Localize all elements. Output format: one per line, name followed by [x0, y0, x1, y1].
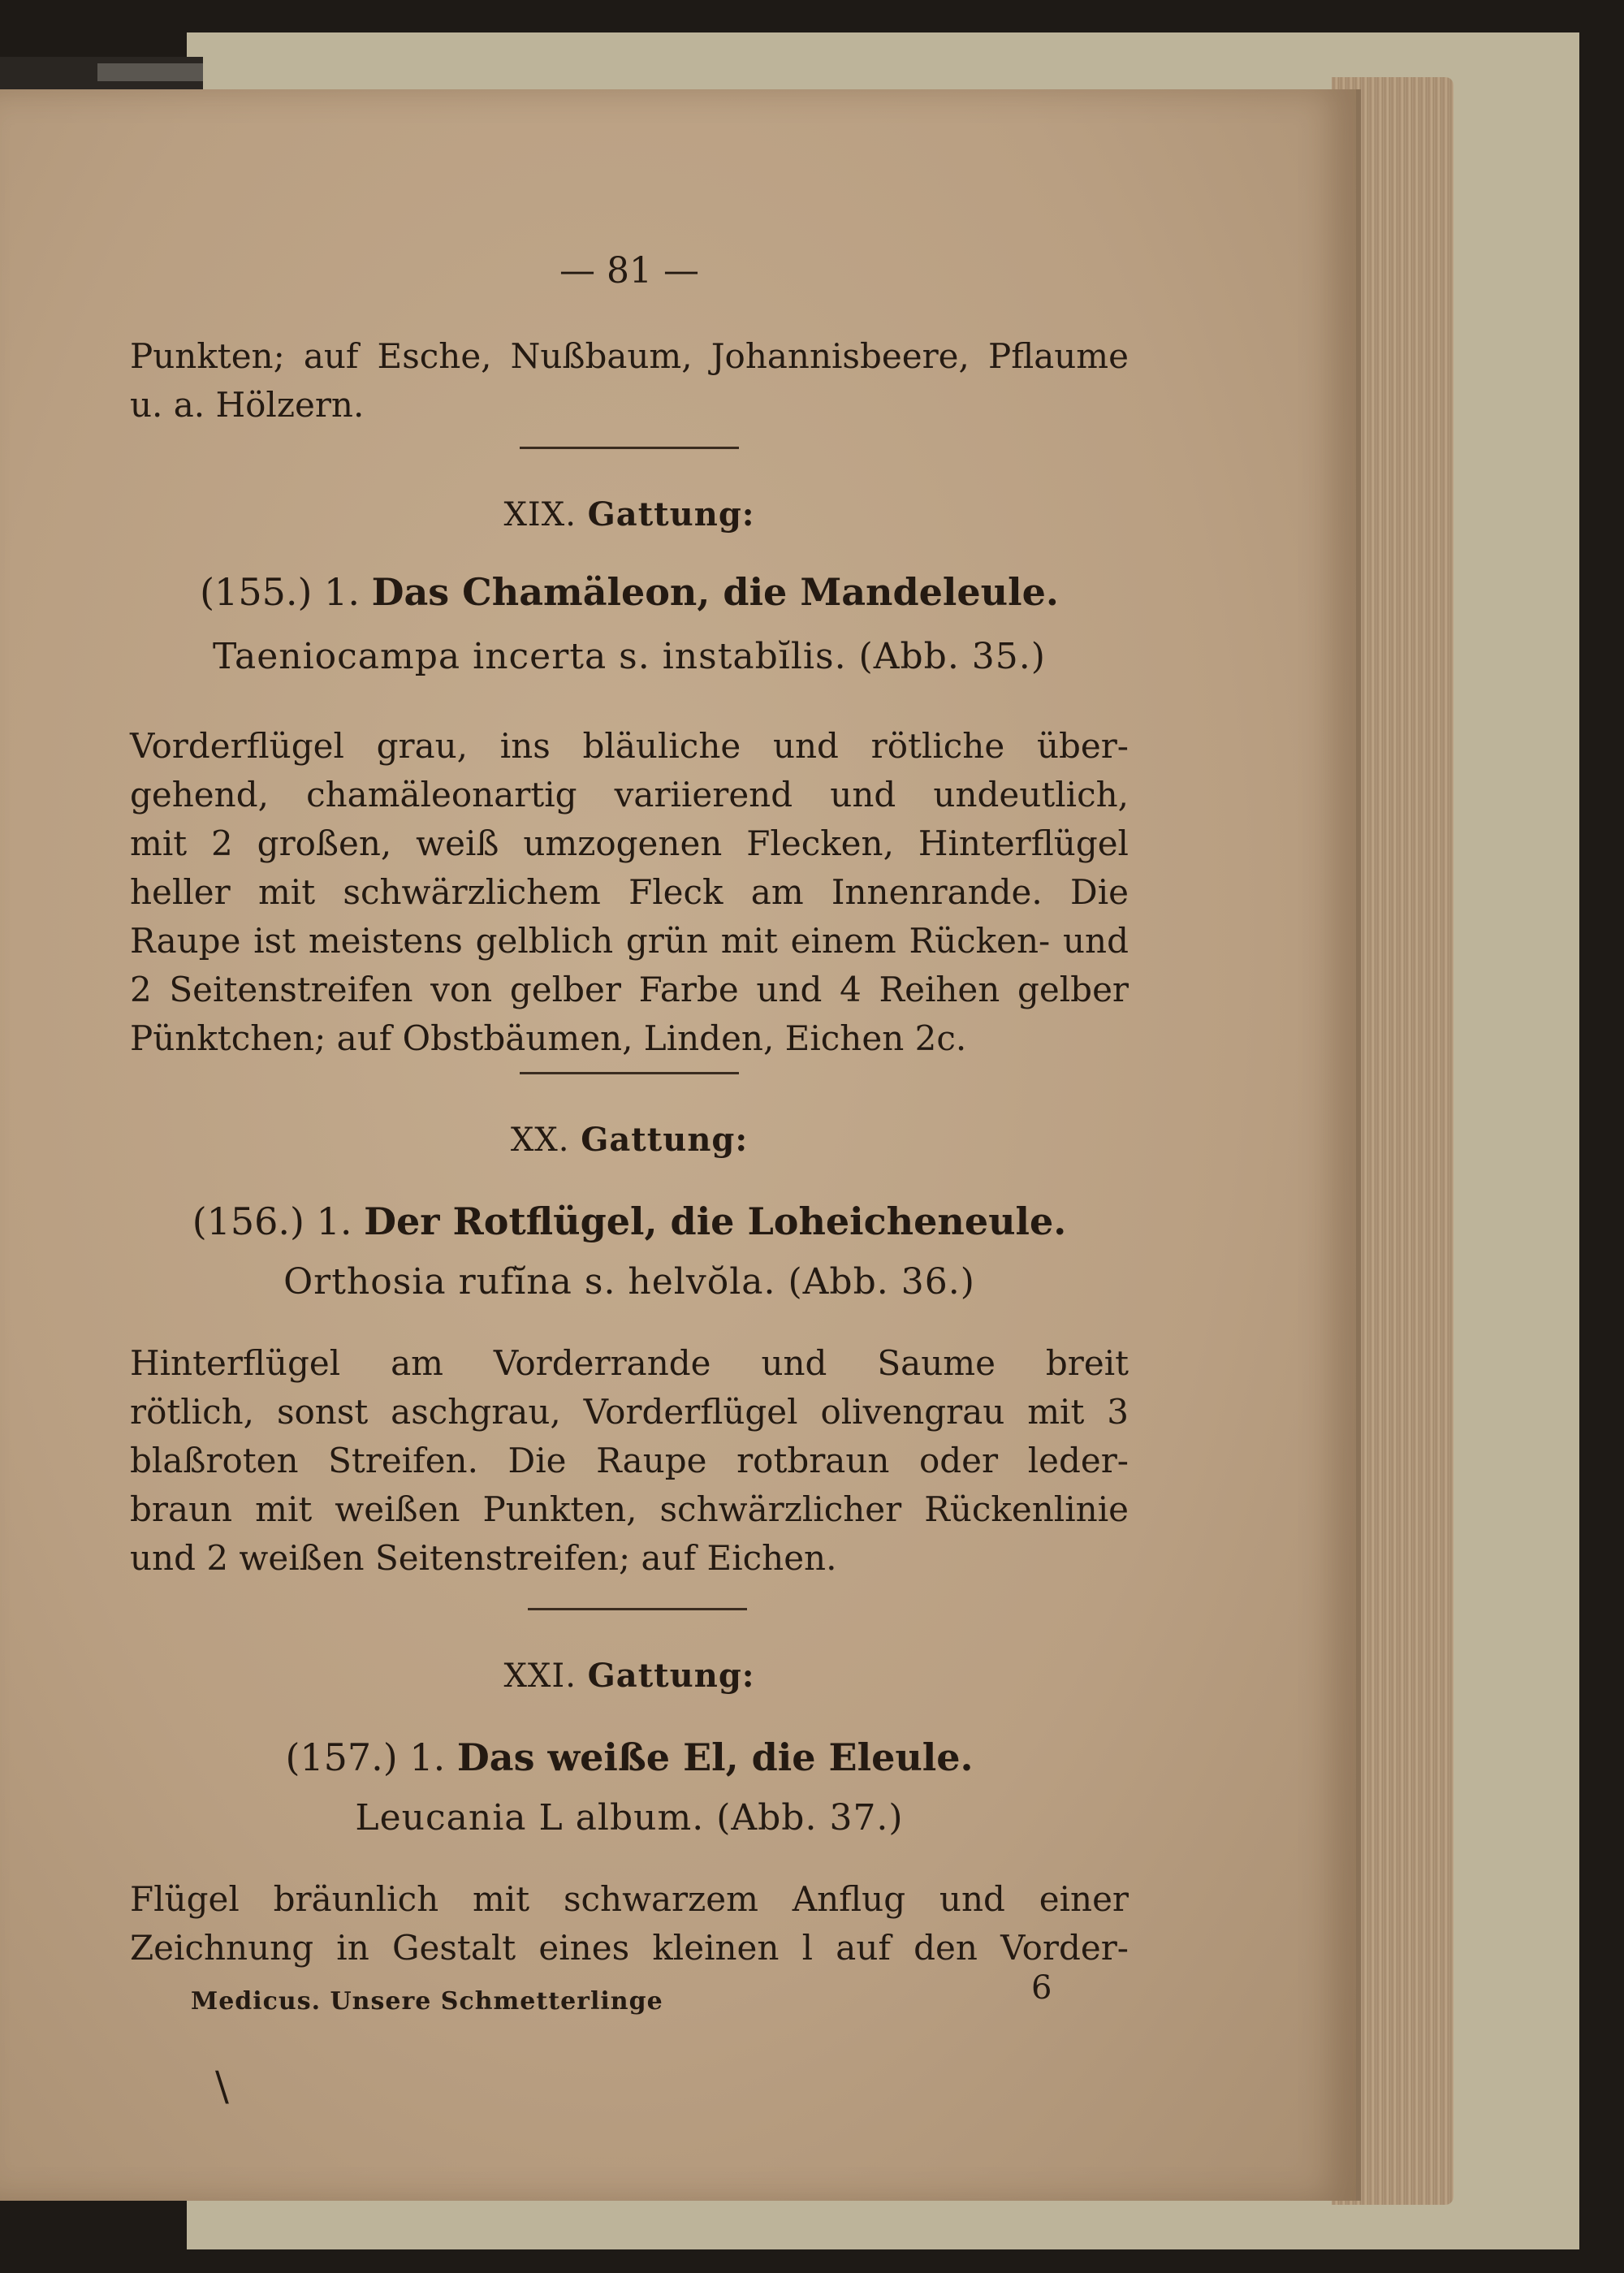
body-line: Raupe ist meistens gelblich grün mit einem Rücken- und — [130, 921, 1129, 961]
genus-number: XXI. — [503, 1657, 577, 1695]
species-heading-156 — [130, 1198, 1129, 1245]
continuation-line-2: u. a. Hölzern. — [130, 385, 365, 425]
body-line: heller mit schwärzlichem Fleck am Innenrande. Die — [130, 872, 1129, 912]
body-line: 2 Seitenstreifen von gelber Farbe und 4 Reihen gelber — [130, 970, 1129, 1009]
latin-name-156: Orthosia rufĭna s. helvŏla. (Abb. 36.) — [283, 1261, 975, 1303]
body-line: blaßroten Streifen. Die Raupe rotbraun oder leder- — [130, 1441, 1129, 1480]
section-divider — [520, 1072, 739, 1074]
body-line: Zeichnung in Gestalt eines kleinen l auf den Vorder- — [130, 1928, 1129, 1968]
genus-heading-xix — [130, 491, 1129, 538]
stray-mark: \ — [215, 2063, 229, 2110]
genus-number: XX. — [510, 1121, 570, 1159]
species-name: Das Chamäleon, die Mandeleule. — [371, 570, 1059, 614]
species-heading-155 — [130, 568, 1129, 616]
page-number: — 81 — — [559, 250, 699, 292]
species-name: Der Rotflügel, die Loheicheneule. — [364, 1199, 1067, 1243]
species-number: (155.) 1. — [200, 570, 360, 614]
book-page — [0, 89, 1361, 2201]
body-line: und 2 weißen Seitenstreifen; auf Eichen. — [130, 1538, 837, 1578]
genus-word: Gattung: — [587, 1657, 755, 1695]
genus-heading-xxi — [130, 1653, 1129, 1700]
body-line: Hinterflügel am Vorderrande und Saume breit — [130, 1343, 1129, 1383]
continuation-line-1: Punkten; auf Esche, Nußbaum, Johannisbeere, Pflaume — [130, 336, 1129, 376]
species-number: (157.) 1. — [285, 1735, 446, 1779]
section-divider — [520, 447, 739, 449]
genus-word: Gattung: — [587, 495, 755, 534]
body-line: mit 2 großen, weiß umzogenen Flecken, Hinterflügel — [130, 823, 1129, 863]
section-divider — [528, 1608, 747, 1610]
sheet-number: 6 — [1031, 1969, 1052, 2007]
spine-label — [97, 63, 203, 81]
signature-mark: Medicus. Unsere Schmetterlinge — [191, 1987, 663, 2016]
species-name: Das weiße El, die Eleule. — [456, 1735, 974, 1779]
genus-number: XIX. — [503, 496, 577, 534]
body-line: Flügel bräunlich mit schwarzem Anflug und einer — [130, 1879, 1129, 1919]
body-line: braun mit weißen Punkten, schwärzlicher Rückenlinie — [130, 1489, 1129, 1529]
genus-word: Gattung: — [581, 1121, 749, 1159]
species-number: (156.) 1. — [192, 1199, 352, 1243]
body-line: gehend, chamäleonartig variierend und undeutlich, — [130, 775, 1129, 815]
latin-name-157: Leucania L album. (Abb. 37.) — [355, 1797, 904, 1839]
binding-strip — [0, 57, 203, 89]
latin-name-155: Taeniocampa incerta s. instabĭlis. (Abb. 35.) — [213, 636, 1046, 677]
genus-heading-xx — [130, 1117, 1129, 1164]
body-line: Vorderflügel grau, ins bläuliche und rötliche über- — [130, 726, 1129, 766]
body-line: rötlich, sonst aschgrau, Vorderflügel olivengrau mit 3 — [130, 1392, 1129, 1432]
body-line: Pünktchen; auf Obstbäumen, Linden, Eichen 2c. — [130, 1018, 967, 1058]
species-heading-157 — [130, 1734, 1129, 1781]
